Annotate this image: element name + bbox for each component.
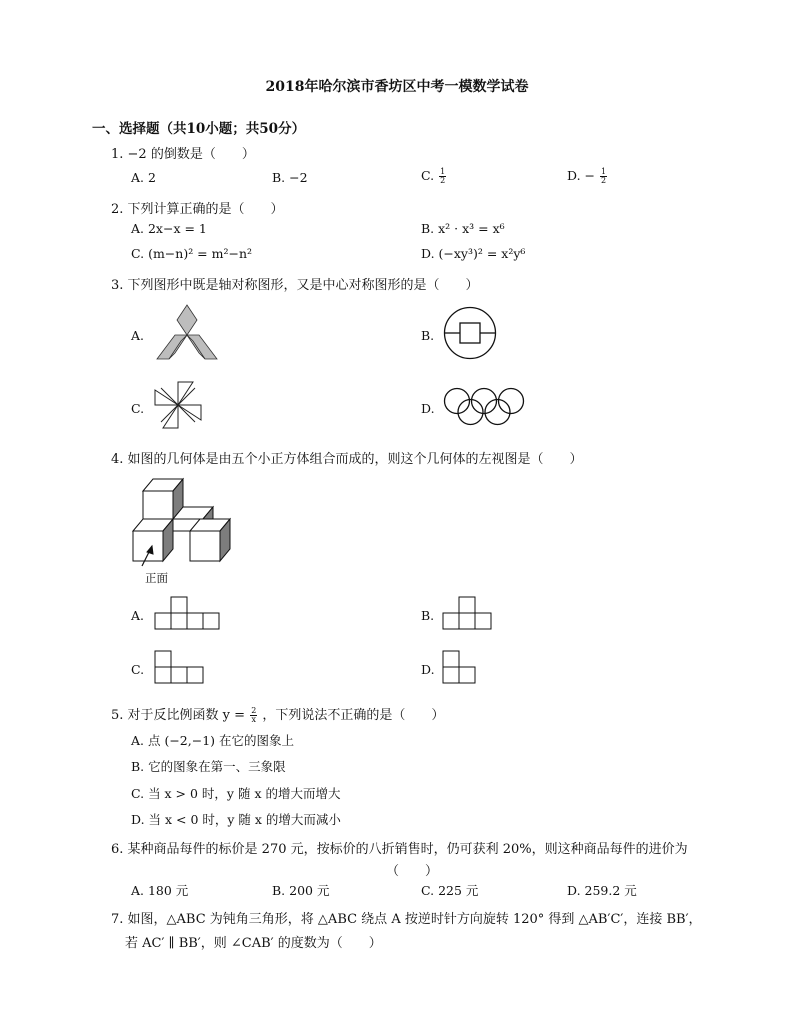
q5-stem	[111, 704, 444, 724]
q3-option-b: B.	[421, 328, 435, 343]
q1-frac-den-c: 2	[440, 176, 446, 185]
q1-option-c-label: C.	[421, 168, 435, 183]
q3-stem: 3. 下列图形中既是轴对称图形，又是中心对称图形的是（ ）	[111, 278, 479, 293]
mitsubishi-shape-icon	[155, 305, 219, 361]
q4-view-a-icon	[155, 596, 221, 631]
q2-option-c: C. (m−n)² = m²−n²	[131, 246, 253, 261]
q1-frac-den-d: 2	[600, 176, 607, 185]
q1-option-d	[567, 168, 608, 185]
q2-stem: 2. 下列计算正确的是（ ）	[111, 202, 284, 217]
q6-option-a: A. 180 元	[131, 883, 189, 898]
q5-frac-den: x	[251, 715, 256, 724]
pinwheel-icon	[153, 380, 203, 430]
q1-option-b: B. −2	[272, 170, 308, 185]
q4-stem: 4. 如图的几何体是由五个小正方体组合而成的，则这个几何体的左视图是（ ）	[111, 452, 583, 467]
q5-option-b: B. 它的图象在第一、三象限	[131, 759, 286, 774]
q4-view-b-icon	[443, 596, 493, 631]
coin-square-hole-icon	[443, 306, 497, 360]
q4-option-b: B.	[421, 608, 435, 623]
q2-option-b: B. x² · x³ = x⁶	[421, 221, 505, 236]
q4-figure-label: 正面	[145, 571, 168, 585]
q1-option-d-label: D. −	[567, 168, 595, 183]
q6-option-d: D. 259.2 元	[567, 883, 637, 898]
q6-stem: 6. 某种商品每件的标价是 270 元，按标价的八折销售时，仍可获利 20%，则这种商品每件的进价为	[111, 842, 688, 857]
q1-frac-num-c: 1	[440, 167, 446, 176]
q4-view-d-icon	[443, 650, 477, 685]
q2-option-d: D. (−xy³)² = x²y⁶	[421, 246, 526, 261]
page-title: 2018年哈尔滨市香坊区中考一模数学试卷	[265, 79, 529, 95]
q6-answer-blank: （ ）	[386, 864, 439, 879]
q5-option-a: A. 点 (−2,−1) 在它的图象上	[131, 733, 295, 748]
q4-option-c: C.	[131, 662, 145, 677]
q3-option-c: C.	[131, 401, 145, 416]
q1-frac-num-d: 1	[600, 167, 607, 176]
q5-stem-prefix: 5. 对于反比例函数 y =	[111, 708, 246, 723]
q3-option-a: A.	[131, 328, 145, 343]
q5-option-c: C. 当 x > 0 时，y 随 x 的增大而增大	[131, 786, 341, 801]
olympic-rings-icon	[443, 386, 525, 426]
q1-option-c-fraction	[439, 168, 446, 185]
q1-option-c	[421, 168, 447, 185]
q4-view-c-icon	[155, 650, 205, 685]
q4-option-a: A.	[131, 608, 145, 623]
q7-stem-line1: 7. 如图，△ABC 为钝角三角形，将 △ABC 绕点 A 按逆时针方向旋转 120° 得到 △AB′C′，连接 BB′，	[111, 912, 702, 927]
q1-stem: 1. −2 的倒数是（ ）	[111, 147, 255, 162]
q2-option-a: A. 2x−x = 1	[131, 221, 207, 236]
q5-fraction	[250, 707, 257, 724]
q7-stem-line2: 若 AC′ ∥ BB′，则 ∠CAB′ 的度数为（ ）	[125, 936, 382, 951]
q5-stem-suffix: ，下列说法不正确的是（ ）	[262, 708, 445, 723]
q3-option-d: D.	[421, 401, 435, 416]
section-heading: 一、选择题（共10小题；共50分）	[92, 121, 306, 137]
q5-frac-num: 2	[251, 706, 257, 715]
q6-option-b: B. 200 元	[272, 883, 330, 898]
q5-option-d: D. 当 x < 0 时，y 随 x 的增大而减小	[131, 812, 341, 827]
q6-option-c: C. 225 元	[421, 883, 479, 898]
cube-solid-figure	[130, 474, 240, 574]
q1-option-a: A. 2	[131, 170, 156, 185]
q4-option-d: D.	[421, 662, 435, 677]
q1-option-d-fraction	[600, 168, 607, 185]
